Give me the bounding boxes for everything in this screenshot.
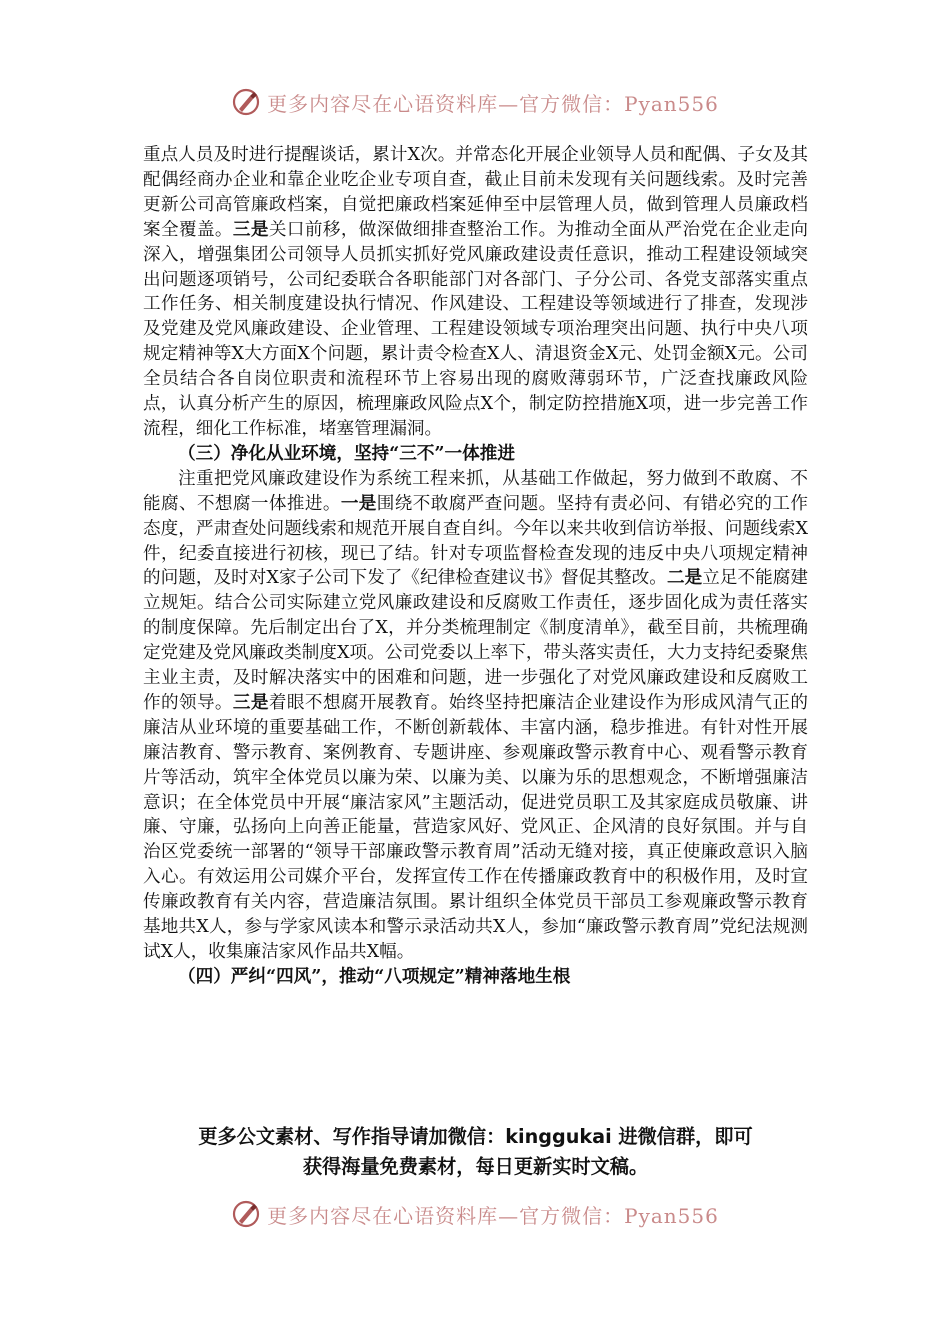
promo-line-2: 获得海量免费素材，每日更新实时文稿。 (302, 1155, 649, 1178)
pen-nib-logo-icon (231, 1199, 261, 1229)
watermark-text: 更多内容尽在心语资料库—官方微信：Pyan556 (267, 91, 719, 116)
ordinal-marker: 一是 (340, 492, 377, 514)
promo-line-1: 更多公文素材、写作指导请加微信：kinggukai 进微信群，即可 (198, 1125, 753, 1148)
section-heading-3: （三）净化从业环境，坚持“三不”一体推进 (178, 442, 515, 464)
promo-cta (143, 1122, 808, 1182)
document-body (143, 143, 808, 990)
watermark-banner-top (0, 82, 950, 122)
paragraph-three-nos: 注重把党风廉政建设作为系统工程来抓，从基础工作做起，努力做到不敢腐、不能腐、不想腐一体推进。一是围绕不敢腐严查问题。坚持有责必问、有错必究的工作态度，严肃查处问题线索和规范开展自查自纠。今年以来共收到信访举报、问题线索X件，纪委直接进行初核，现已了结。针对专项监督检查发现的违反中央八项规定精神的问题，及时对X家子公司下发了《纪律检查建议书》督促其整改。二是立足不能腐建立规矩。结合公司实际建立党风廉政建设和反腐败工作责任，逐步固化成为责任落实的制度保障。先后制定出台了X，并分类梳理制定《制度清单》，截至目前，共梳理确定党建及党风廉政类制度X项。公司党委以上率下，带头落实责任，大力支持纪委聚焦主业主责，及时解决落实中的困难和问题，进一步强化了对党风廉政建设和反腐败工作的领导。三是着眼不想腐开展教育。始终坚持把廉洁企业建设作为形成风清气正的廉洁从业环境的重要基础工作，不断创新载体、丰富内涵，稳步推进。有针对性开展廉洁教育、警示教育、案例教育、专题讲座、参观廉政警示教育中心、观看警示教育片等活动，筑牢全体党员以廉为荣、以廉为美、以廉为乐的思想观念，不断增强廉洁意识；在全体党员中开展“廉洁家风”主题活动，促进党员职工及其家庭成员敬廉、讲廉、守廉，弘扬向上向善正能量，营造家风好、党风正、企风清的良好氛围。并与自治区党委统一部署的“领导干部廉政警示教育周”活动无缝对接，真正使廉政意识入脑入心。有效运用公司媒介平台，发挥宣传工作在传播廉政教育中的积极作用，及时宣传廉政教育有关内容，营造廉洁氛围。累计组织全体党员干部员工参观廉政警示教育基地共X人，参与学家风读本和警示录活动共X人，参加“廉政警示教育周”党纪法规测试X人，收集廉洁家风作品共X幅。 (143, 468, 808, 962)
watermark-banner-bottom (0, 1194, 950, 1234)
ordinal-marker: 三是 (232, 691, 269, 713)
ordinal-marker: 三是 (232, 218, 269, 240)
paragraph-inspection: 重点人员及时进行提醒谈话，累计X次。并常态化开展企业领导人员和配偶、子女及其配偶经商办企业和靠企业吃企业专项自查，截止目前未发现有关问题线索。及时完善更新公司高管廉政档案，自觉把廉政档案延伸至中层管理人员，做到管理人员廉政档案全覆盖。三是关口前移，做深做细排查整治工作。为推动全面从严治党在企业走向深入，增强集团公司领导人员抓实抓好党风廉政建设责任意识，推动工程建设领域突出问题逐项销号，公司纪委联合各职能部门对各部门、子分公司、各党支部落实重点工作任务、相关制度建设执行情况、作风建设、工程建设等领域进行了排查，发现涉及党建及党风廉政建设、企业管理、工程建设领域专项治理突出问题、执行中央八项规定精神等X大方面X个问题，累计责令检查X人、清退资金X元、处罚金额X元。公司全员结合各自岗位职责和流程环节上容易出现的腐败薄弱环节，广泛查找廉政风险点，认真分析产生的原因，梳理廉政风险点X个，制定防控措施X项，进一步完善工作流程，细化工作标准，堵塞管理漏洞。 (143, 145, 808, 439)
ordinal-marker: 二是 (666, 567, 703, 589)
watermark-text: 更多内容尽在心语资料库—官方微信：Pyan556 (267, 1203, 719, 1228)
pen-nib-logo-icon (231, 87, 261, 117)
section-heading-4: （四）严纠“四风”，推动“八项规定”精神落地生根 (178, 965, 571, 987)
